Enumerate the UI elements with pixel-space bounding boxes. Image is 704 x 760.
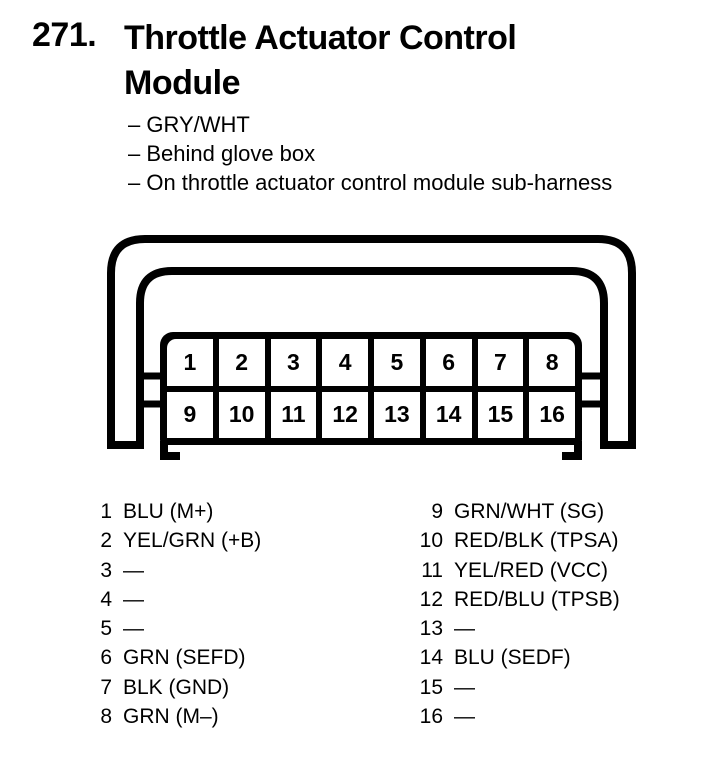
pin-number: 2 bbox=[100, 529, 112, 553]
section-title-line2: Module bbox=[124, 64, 240, 102]
pin-cell: 3 bbox=[271, 339, 317, 386]
pin-cell: 5 bbox=[374, 339, 420, 386]
pin-cell: 4 bbox=[322, 339, 368, 386]
pin-number: 14 bbox=[419, 646, 443, 670]
pin-cell: 10 bbox=[219, 392, 265, 439]
pin-row bbox=[86, 705, 261, 734]
pin-number: 5 bbox=[100, 617, 112, 641]
pin-cell: 2 bbox=[219, 339, 265, 386]
pin-label: — bbox=[123, 587, 144, 611]
note-line: – Behind glove box bbox=[128, 141, 316, 166]
pin-row bbox=[417, 529, 620, 558]
section-number: 271. bbox=[32, 16, 97, 54]
pin-label: GRN/WHT (SG) bbox=[454, 500, 605, 523]
pin-row bbox=[86, 588, 261, 617]
pin-label: BLU (SEDF) bbox=[454, 646, 571, 670]
pin-number: 11 bbox=[421, 558, 443, 582]
pin-label: — bbox=[123, 558, 144, 582]
pin-row bbox=[86, 529, 261, 558]
pin-label: — bbox=[454, 617, 475, 641]
pin-label: GRN (M–) bbox=[123, 705, 219, 729]
pin-cell: 7 bbox=[478, 339, 524, 386]
pin-number: 7 bbox=[100, 675, 112, 699]
pin-row bbox=[417, 617, 620, 646]
pin-label: RED/BLU (TPSB) bbox=[454, 587, 620, 611]
pin-label: — bbox=[454, 675, 475, 699]
pin-label: GRN (SEFD) bbox=[123, 646, 246, 670]
pin-row bbox=[417, 559, 620, 588]
pin-label: BLU (M+) bbox=[123, 500, 214, 523]
pin-cell: 14 bbox=[426, 392, 472, 439]
pin-label: YEL/RED (VCC) bbox=[454, 558, 609, 582]
pin-number: 1 bbox=[100, 500, 112, 523]
pin-cell: 6 bbox=[426, 339, 472, 386]
note-line: – GRY/WHT bbox=[128, 112, 250, 137]
pin-row bbox=[417, 588, 620, 617]
pin-label: YEL/GRN (+B) bbox=[123, 529, 262, 553]
section-title-line1: Throttle Actuator Control bbox=[124, 19, 517, 57]
pin-number: 6 bbox=[100, 646, 112, 670]
pin-label: — bbox=[454, 705, 475, 729]
note-line: – On throttle actuator control module sub-harness bbox=[128, 170, 613, 195]
pin-row bbox=[86, 676, 261, 705]
pin-number: 9 bbox=[431, 500, 443, 523]
pin-row bbox=[417, 500, 620, 529]
connector-notes bbox=[128, 110, 612, 197]
pin-row bbox=[86, 646, 261, 675]
pin-number: 3 bbox=[100, 558, 112, 582]
pin-cell: 9 bbox=[167, 392, 213, 439]
pin-cell: 12 bbox=[322, 392, 368, 439]
pin-cells-row-bottom bbox=[167, 392, 575, 439]
section-title bbox=[124, 16, 516, 106]
pin-number: 4 bbox=[100, 587, 112, 611]
pin-cells-row-top bbox=[167, 339, 575, 386]
pin-number: 10 bbox=[419, 529, 443, 553]
pin-row bbox=[417, 705, 620, 734]
pin-number: 13 bbox=[419, 617, 443, 641]
pin-cell: 15 bbox=[478, 392, 524, 439]
pin-row bbox=[86, 559, 261, 588]
pin-row bbox=[86, 500, 261, 529]
pin-number: 12 bbox=[419, 587, 443, 611]
pin-label: BLK (GND) bbox=[123, 675, 230, 699]
pin-cell: 8 bbox=[529, 339, 575, 386]
pin-cell: 1 bbox=[167, 339, 213, 386]
pin-cell: 13 bbox=[374, 392, 420, 439]
pinout-right-column bbox=[417, 500, 620, 734]
pin-label: — bbox=[123, 617, 144, 641]
pin-block bbox=[160, 332, 582, 445]
pin-number: 15 bbox=[419, 675, 443, 699]
pinout-left-column bbox=[86, 500, 261, 734]
pin-number: 8 bbox=[100, 705, 112, 729]
pin-row bbox=[86, 617, 261, 646]
pin-label: RED/BLK (TPSA) bbox=[454, 529, 619, 553]
pin-row bbox=[417, 646, 620, 675]
pin-row bbox=[417, 676, 620, 705]
pin-cell: 16 bbox=[529, 392, 575, 439]
pin-number: 16 bbox=[419, 705, 443, 729]
pin-cell: 11 bbox=[271, 392, 317, 439]
